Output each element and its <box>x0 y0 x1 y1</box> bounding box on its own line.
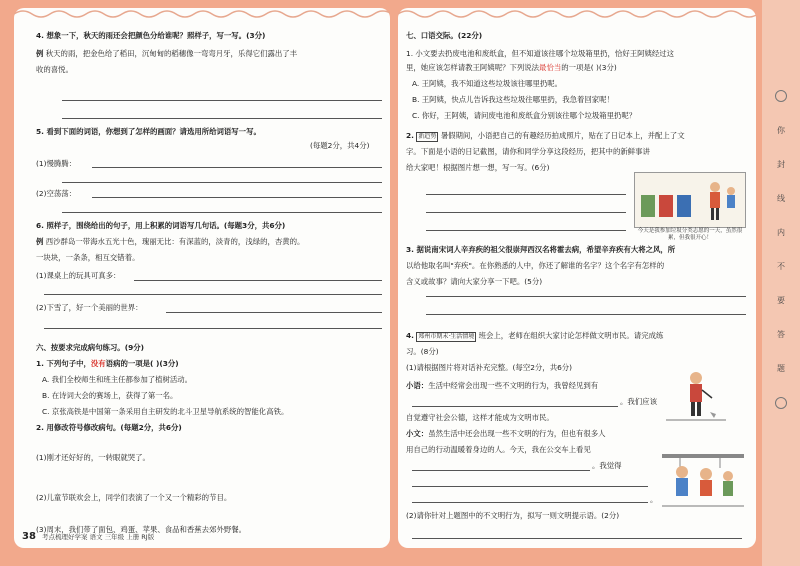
xy-line1 <box>406 380 598 392</box>
seal-char: 要 <box>777 296 785 305</box>
xy-text1: 生活中经常会出现一些不文明的行为，我曾经见到有 <box>428 381 599 390</box>
q4-example <box>36 48 297 60</box>
s7-q2-number: 2. <box>406 131 414 140</box>
seal-circle-icon-top <box>775 90 787 102</box>
s7-q3-line1: 3. 据说南宋词人辛弃疾的祖父很崇拜西汉名将霍去病，希望辛弃疾有大将之风，所 <box>406 245 676 254</box>
seal-strip <box>762 0 800 566</box>
q6-item2: (2)下雪了，好一个美丽的世界： <box>36 303 143 312</box>
seal-char: 答 <box>777 330 785 339</box>
section6-q1-post: 语病的一项是( )(3分) <box>105 359 179 368</box>
s7-q2-text1: 暑假期间，小语把自己的有趣经历拍成照片，贴在了日记本上，并配上了文 <box>440 131 685 140</box>
q5-item2-line[interactable] <box>92 197 382 198</box>
volunteer-illustration <box>634 172 746 228</box>
q4-title: 4. 想象一下，秋天的雨还会把颜色分给谁呢？照样子，写一写。(3分) <box>36 31 266 40</box>
s7-q3-line2: 以给他取名叫"弃疾"。在你熟悉的人中，你还了解谁的名字？这个名字有怎样的 <box>406 261 665 270</box>
section6-option-b[interactable]: B. 在诗词大会的赛场上，获得了第一名。 <box>42 391 178 400</box>
seal-char: 封 <box>777 160 785 169</box>
q6-item1-line-2[interactable] <box>44 294 382 295</box>
s7-q1-post: 的一项是( )(3分) <box>561 63 617 72</box>
q4-example-line2: 收的喜悦。 <box>36 65 73 74</box>
xy-blank[interactable] <box>412 406 618 407</box>
seal-char: 你 <box>777 126 785 135</box>
q5-item1-line[interactable] <box>92 167 382 168</box>
s7-q2-line1 <box>406 130 685 142</box>
xw-blank-3[interactable] <box>412 502 648 503</box>
xy-line2-tail: 。我们应该 <box>620 397 657 406</box>
xw-text1: 虽然生活中还会出现一些不文明的行为，但也有很多人 <box>428 429 606 438</box>
q5-title: 5. 看到下面的词语，你想到了怎样的画面？请选用所给词语写一写。 <box>36 127 261 136</box>
section7-title: 七、口语交际。(22分) <box>406 31 483 40</box>
bus-seat-illustration <box>660 448 746 510</box>
q6-item1: (1)课桌上的玩具可真多： <box>36 271 121 280</box>
s7-q2-answer-2[interactable] <box>426 212 626 213</box>
section6-sentence3: (3)周末，我们带了面包、鸡蛋、苹果、食品和香蕉去郊外野餐。 <box>36 525 247 534</box>
xw-end: 。 <box>650 495 658 504</box>
seal-text-column <box>771 90 791 432</box>
s7-q2-line3: 给大家吧！根据图片想一想，写一写。(6分) <box>406 163 550 172</box>
q6-item1-line[interactable] <box>134 280 382 281</box>
q6-example <box>36 236 304 248</box>
section6-q1-pre: 1. 下列句子中， <box>36 359 91 368</box>
seal-char: 线 <box>777 194 785 203</box>
s7-q1-line2 <box>406 62 617 74</box>
q6-title: 6. 照样子，围绕给出的句子，用上积累的词语写几句话。(每题3分，共6分) <box>36 221 286 230</box>
q6-item2-line[interactable] <box>166 312 382 313</box>
s7-q4-line2: 习。(8分) <box>406 347 439 356</box>
xy-label: 小语： <box>406 381 429 390</box>
s7-option-c[interactable]: C. 你好，王阿姨，请问废电池和废纸盒分别该往哪个垃圾箱里扔呢？ <box>412 111 637 120</box>
section6-title: 六、按要求完成病句练习。(9分) <box>36 343 144 352</box>
q4-answer-line-1[interactable] <box>62 100 382 101</box>
q5-item2-line-2[interactable] <box>62 212 382 213</box>
q6-example-line1: 西沙群岛一带海水五光十色，瑰丽无比：有深蓝的，淡青的，浅绿的，杏黄的。 <box>45 237 305 246</box>
s7-q4-text1: 班会上，老师在组织大家讨论怎样做文明市民。请完成练 <box>478 331 664 340</box>
q5-score: (每题2分，共4分) <box>310 141 370 150</box>
xw-line1 <box>406 428 606 440</box>
s7-q2-line2: 字。下面是小语的日记截图，请你和同学分享这段经历，把其中的新鲜事讲 <box>406 147 650 156</box>
seal-char: 内 <box>777 228 785 237</box>
q4-example-line1: 秋天的雨，把金色给了稻田，沉甸甸的稻穗像一弯弯月牙，乐得它们露出了丰 <box>45 49 298 58</box>
s7-q3-answer-2[interactable] <box>426 314 746 315</box>
q6-example-label: 例 <box>36 237 44 246</box>
s7-option-a[interactable]: A. 王阿姨，我不知道这些垃圾该往哪里扔呢。 <box>412 79 563 88</box>
s7-q1-line1: 1. 小文要去扔废电池和废纸盒，但不知道该往哪个垃圾箱里扔，恰好王阿姨经过这 <box>406 49 675 58</box>
xw-line3-tail: 。我觉得 <box>592 461 622 470</box>
section6-option-a[interactable]: A. 我们全校师生和班主任都参加了植树活动。 <box>42 375 193 384</box>
q5-item1: (1)慢腾腾： <box>36 159 77 168</box>
section6-sentence1: (1)刚才还好好的，一转眼就哭了。 <box>36 453 150 462</box>
s7-q4-badge: 郑州市期末·生活情境 <box>418 333 475 340</box>
left-wave-border <box>14 8 390 22</box>
s7-q4-sub2-answer[interactable] <box>412 538 742 539</box>
section6-option-c[interactable]: C. 京张高铁是中国第一条采用自主研发的北斗卫星导航系统的智能化高铁。 <box>42 407 289 416</box>
xw-label: 小文： <box>406 429 429 438</box>
q6-example-line2: 一块块，一条条，相互交错着。 <box>36 253 140 262</box>
litter-illustration <box>666 368 726 424</box>
seal-char: 不 <box>777 262 785 271</box>
xw-blank-1[interactable] <box>412 470 590 471</box>
section6-q1 <box>36 358 179 370</box>
xw-line2: 用自己的行动温暖着身边的人。今天，我在公交车上看见 <box>406 445 591 454</box>
s7-q3-line3: 含义或故事？请向大家分享一下吧。(5分) <box>406 277 543 286</box>
s7-q4-line1 <box>406 330 663 342</box>
s7-q2-answer-1[interactable] <box>426 194 626 195</box>
s7-q3-answer-1[interactable] <box>426 296 746 297</box>
left-footer <box>22 531 154 542</box>
left-page <box>14 8 390 548</box>
right-page <box>398 8 756 548</box>
q4-answer-line-2[interactable] <box>62 118 382 119</box>
q6-item2-line-2[interactable] <box>44 328 382 329</box>
s7-q1-pre: 里，她应该怎样请教王阿姨呢？下列说法 <box>406 63 540 72</box>
s7-option-b[interactable]: B. 王阿姨，快点儿告诉我这些垃圾往哪里扔，我急着回家呢！ <box>412 95 614 104</box>
s7-q4-number: 4. <box>406 331 414 340</box>
s7-q2-answer-3[interactable] <box>426 230 626 231</box>
page-number: 38 <box>22 531 36 542</box>
q5-item1-line-2[interactable] <box>62 182 382 183</box>
s7-q4-sub2: (2)请你针对上题图中的不文明行为，拟写一则文明提示语。(2分) <box>406 511 620 520</box>
q5-item2: (2)空荡荡： <box>36 189 77 198</box>
volunteer-caption: 今天是我参加垃圾分类志愿的一天，虽然很累，但我很开心！ <box>637 228 743 241</box>
seal-circle-icon-bottom <box>775 397 787 409</box>
section6-q1-emphasis: 没有 <box>90 359 106 368</box>
section6-sentence2: (2)儿童节联欢会上，同学们表演了一个又一个精彩的节目。 <box>36 493 232 502</box>
s7-q4-sub1: (1)请根据图片将对话补充完整。(每空2分，共6分) <box>406 363 573 372</box>
section6-q2: 2. 用修改符号修改病句。(每题2分，共6分) <box>36 423 182 432</box>
xw-blank-2[interactable] <box>412 486 648 487</box>
right-wave-border <box>398 8 756 22</box>
q4-example-label: 例 <box>36 49 44 58</box>
seal-char: 题 <box>777 364 785 373</box>
s7-q2-badge: 新趋势 <box>418 133 437 140</box>
xy-line3: 自觉遵守社会公德，这样才能成为文明市民。 <box>406 413 554 422</box>
s7-q1-emphasis: 最恰当 <box>539 63 562 72</box>
footer-text: 考点梳理好学案 语文 三年级 上册 RJ版 <box>42 533 155 541</box>
